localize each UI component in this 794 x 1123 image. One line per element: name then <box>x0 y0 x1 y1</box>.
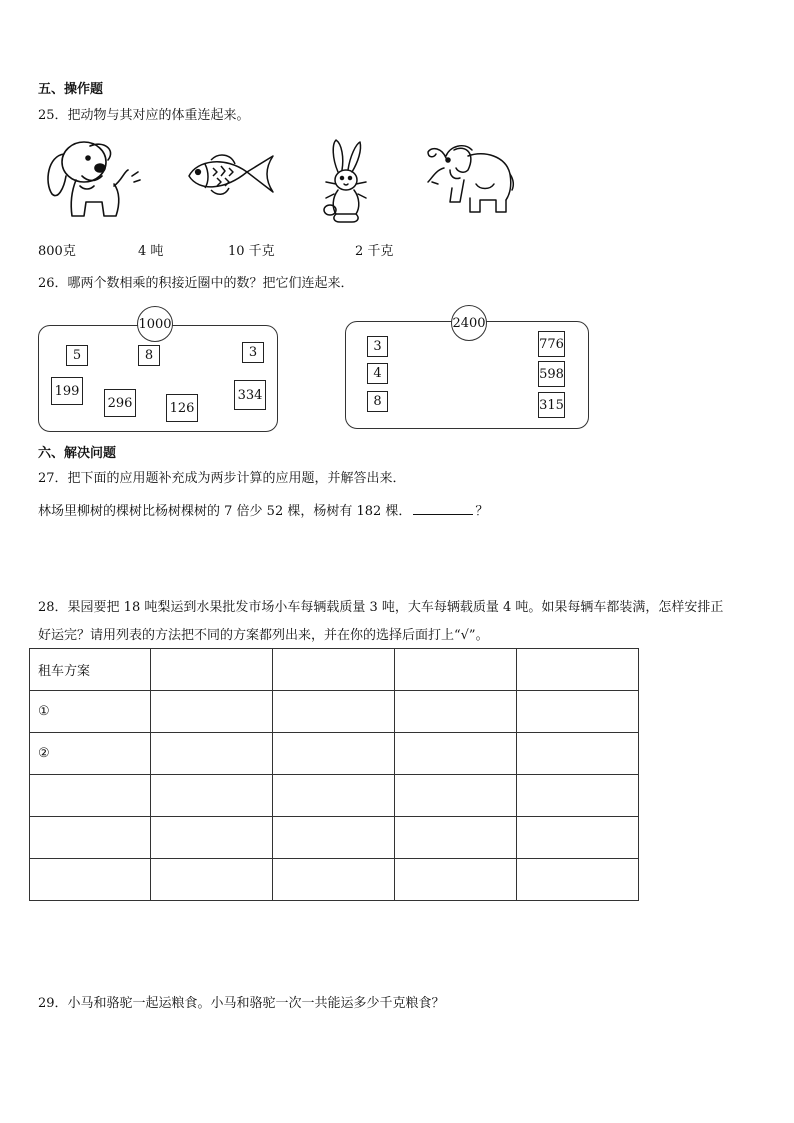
table-row <box>30 691 639 733</box>
question-28-line-1: 28．果园要把 18 吨梨运到水果批发市场小车每辆载质量 3 吨，大车每辆载质量 4 吨。如果每辆车都装满，怎样安排正 <box>38 600 724 615</box>
table-cell[interactable] <box>151 649 273 691</box>
table-cell[interactable] <box>395 733 517 775</box>
number-box: 315 <box>538 392 565 418</box>
question-mark: ？ <box>475 504 489 519</box>
number-box: 3 <box>367 336 388 357</box>
rabbit-icon <box>318 138 376 224</box>
number-box: 4 <box>367 363 388 384</box>
problem-text: 林场里柳树的棵树比杨树棵树的 7 倍少 52 棵，杨树有 182 棵． <box>38 504 412 519</box>
weight-label-1: 800克 <box>38 244 76 259</box>
table-cell[interactable] <box>395 775 517 817</box>
weight-label-4: 2 千克 <box>355 244 394 259</box>
question-28-line-2: 好运完？请用列表的方法把不同的方案都列出来，并在你的选择后面打上“√”。 <box>38 628 489 643</box>
question-25: 25．把动物与其对应的体重连起来。 <box>38 108 250 123</box>
table-cell[interactable] <box>151 817 273 859</box>
table-row <box>30 733 639 775</box>
table-cell[interactable] <box>395 859 517 901</box>
table-row <box>30 649 639 691</box>
number-box: 5 <box>66 345 88 366</box>
number-box: 3 <box>242 342 264 363</box>
table-header-cell: 租车方案 <box>30 649 151 691</box>
target-circle-2400: 2400 <box>451 305 487 341</box>
table-cell[interactable] <box>151 691 273 733</box>
section-title-problem-solving: 六、解决问题 <box>38 446 117 461</box>
rental-plan-table <box>29 648 639 901</box>
table-row <box>30 775 639 817</box>
question-27-problem <box>38 500 488 519</box>
question-29: 29．小马和骆驼一起运粮食。小马和骆驼一次一共能运多少千克粮食？ <box>38 996 445 1011</box>
table-cell[interactable] <box>395 817 517 859</box>
table-cell[interactable] <box>273 733 395 775</box>
table-cell[interactable] <box>395 649 517 691</box>
number-box: 126 <box>166 394 198 422</box>
table-cell[interactable] <box>517 649 639 691</box>
row-label-cell: ② <box>30 733 151 775</box>
table-cell[interactable] <box>151 859 273 901</box>
number-box: 598 <box>538 361 565 387</box>
table-cell[interactable] <box>151 775 273 817</box>
table-cell[interactable] <box>517 775 639 817</box>
question-26: 26．哪两个数相乘的积接近圈中的数？把它们连起来． <box>38 276 354 291</box>
number-box: 199 <box>51 377 83 405</box>
question-27: 27．把下面的应用题补充成为两步计算的应用题，并解答出来． <box>38 471 406 486</box>
section-title-operations: 五、操作题 <box>38 82 104 97</box>
row-label-cell[interactable] <box>30 859 151 901</box>
number-box: 776 <box>538 331 565 357</box>
weight-label-2: 4 吨 <box>138 244 164 259</box>
number-box: 296 <box>104 389 136 417</box>
dog-icon <box>42 136 146 224</box>
table-cell[interactable] <box>273 649 395 691</box>
answer-blank[interactable] <box>413 502 473 515</box>
target-circle-1000: 1000 <box>137 306 173 342</box>
table-cell[interactable] <box>517 691 639 733</box>
table-cell[interactable] <box>151 733 273 775</box>
table-cell[interactable] <box>517 817 639 859</box>
table-cell[interactable] <box>517 733 639 775</box>
table-cell[interactable] <box>273 691 395 733</box>
table-row <box>30 817 639 859</box>
table-cell[interactable] <box>395 691 517 733</box>
number-box: 8 <box>138 345 160 366</box>
elephant-icon <box>424 140 516 220</box>
table-cell[interactable] <box>273 859 395 901</box>
row-label-cell[interactable] <box>30 817 151 859</box>
row-label-cell[interactable] <box>30 775 151 817</box>
weight-label-3: 10 千克 <box>228 244 275 259</box>
table-cell[interactable] <box>517 859 639 901</box>
number-box: 334 <box>234 380 266 410</box>
table-cell[interactable] <box>273 775 395 817</box>
number-box: 8 <box>367 391 388 412</box>
table-cell[interactable] <box>273 817 395 859</box>
table-row <box>30 859 639 901</box>
row-label-cell: ① <box>30 691 151 733</box>
fish-icon <box>185 150 277 200</box>
